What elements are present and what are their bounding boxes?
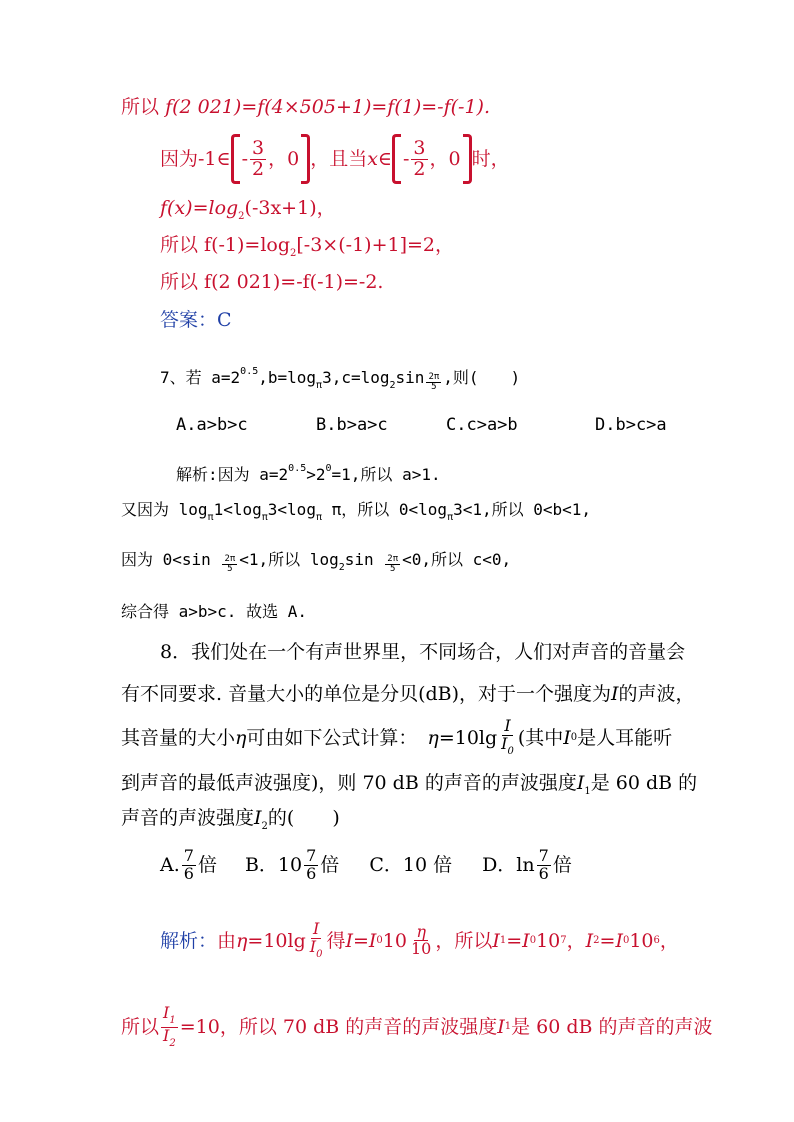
text: A. bbox=[160, 854, 180, 876]
subscript: 1 bbox=[504, 1021, 512, 1032]
subscript: π bbox=[315, 512, 322, 523]
q8-solution-2 bbox=[121, 1003, 713, 1051]
subscript: 2 bbox=[338, 562, 345, 573]
variable: I bbox=[576, 772, 585, 794]
text: ， bbox=[566, 929, 586, 952]
text: sin bbox=[344, 550, 384, 569]
fraction bbox=[250, 136, 266, 180]
math-expression: (-3x+1)， bbox=[244, 197, 336, 219]
frac-num: I bbox=[504, 716, 511, 736]
subscript: 1 bbox=[169, 1015, 176, 1026]
frac-num: 7 bbox=[306, 845, 317, 865]
text: 又因为 log bbox=[121, 500, 208, 519]
frac-den bbox=[161, 1025, 178, 1050]
text: =10lg bbox=[247, 929, 306, 952]
frac-den: 10 bbox=[410, 939, 432, 959]
text: D．ln bbox=[482, 854, 535, 876]
text: 3<1,所以 0<b<1, bbox=[453, 500, 592, 519]
variable: I bbox=[585, 929, 594, 952]
interval-bracket-right bbox=[463, 134, 472, 184]
text: 所以 bbox=[121, 96, 160, 118]
text: 到声音的最低声波强度)，则 70 dB 的声音的声波强度 bbox=[121, 772, 577, 794]
frac-den: 5 bbox=[389, 564, 396, 575]
frac-den: 5 bbox=[431, 382, 437, 393]
superscript: 7 bbox=[560, 934, 567, 946]
text: ，0 bbox=[429, 148, 461, 170]
text: 得 bbox=[326, 929, 346, 952]
variable: I bbox=[254, 807, 262, 829]
frac-num bbox=[161, 1005, 178, 1028]
math-expression: =I bbox=[599, 929, 623, 952]
frac-den: 5 bbox=[227, 564, 233, 575]
q8-paragraph-5 bbox=[121, 806, 340, 839]
math-expression: I=I bbox=[345, 929, 377, 952]
text: ， bbox=[659, 929, 679, 952]
variable: I bbox=[492, 929, 500, 952]
text: I bbox=[501, 734, 508, 754]
q8-paragraph-2 bbox=[121, 682, 695, 706]
q8-paragraph-1: 8．我们处在一个有声世界里，不同场合，人们对声音的音量会 bbox=[160, 641, 686, 663]
q8-solution-1 bbox=[160, 917, 679, 965]
text: 因为-1∈ bbox=[160, 148, 231, 170]
text: 是人耳能听 bbox=[577, 727, 673, 749]
subscript: 0 bbox=[570, 732, 578, 743]
fraction bbox=[222, 555, 237, 575]
text: 是 60 dB 的 bbox=[590, 772, 698, 794]
text: 由 bbox=[217, 929, 237, 952]
frac-num: 7 bbox=[538, 845, 549, 865]
text: 10 bbox=[536, 929, 561, 952]
math-expression: =I bbox=[506, 929, 530, 952]
text: 其音量的大小 bbox=[121, 727, 236, 749]
subscript: 0 bbox=[316, 949, 323, 961]
text: 时， bbox=[471, 148, 510, 170]
q7-option-a: A.a>b>c bbox=[176, 415, 248, 435]
solution-label: 解析： bbox=[160, 930, 218, 952]
fraction bbox=[308, 921, 325, 960]
q8-option-a bbox=[160, 845, 217, 883]
text: =10，所以 70 dB 的声音的声波强度 bbox=[179, 1016, 498, 1038]
frac-den bbox=[499, 736, 516, 758]
frac-num: η bbox=[416, 921, 426, 941]
frac-num: 7 bbox=[183, 845, 194, 865]
text: 倍 bbox=[197, 854, 217, 876]
q7-option-b: B.b>a>c bbox=[316, 415, 388, 435]
fraction bbox=[499, 718, 516, 757]
text: 7、若 a=2 bbox=[160, 368, 241, 387]
math-expression: f(2 021)=f(4×505+1)=f(1)=-f(-1). bbox=[165, 96, 490, 118]
text: I bbox=[309, 937, 317, 957]
answer-line bbox=[160, 308, 232, 332]
subscript: 0 bbox=[507, 746, 514, 758]
interval-bracket-right bbox=[301, 134, 310, 184]
answer-label: 答案： bbox=[160, 309, 218, 331]
text: =10lg bbox=[438, 727, 498, 749]
text: 因为 0<sin bbox=[121, 550, 221, 569]
subscript: π bbox=[261, 512, 268, 523]
text: 有不同要求. 音量大小的单位是分贝(dB)，对于一个强度为 bbox=[121, 683, 612, 705]
subscript: 0 bbox=[376, 934, 383, 946]
q8-paragraph-4 bbox=[121, 771, 697, 804]
interval-bracket-left bbox=[231, 134, 240, 184]
subscript: 2 bbox=[169, 1037, 176, 1049]
solution-line-2 bbox=[160, 137, 510, 181]
variable: x bbox=[367, 148, 378, 170]
q8-option-d bbox=[482, 845, 572, 883]
math-expression: f(x)=log bbox=[160, 197, 239, 219]
variable: I bbox=[497, 1016, 505, 1038]
q7-solution-3 bbox=[121, 548, 511, 580]
solution-line-4 bbox=[160, 233, 454, 266]
text: <1,所以 log bbox=[239, 550, 339, 569]
q7-solution-4: 综合得 a>b>c. 故选 A. bbox=[121, 602, 307, 621]
frac-den: 2 bbox=[252, 157, 265, 180]
solution-line-5 bbox=[160, 270, 383, 294]
variable: I bbox=[611, 683, 619, 705]
frac-num: 3 bbox=[413, 136, 426, 159]
fraction bbox=[411, 136, 427, 180]
interval-bracket-left bbox=[392, 134, 401, 184]
subscript: 1 bbox=[584, 786, 591, 797]
q8-paragraph-3 bbox=[121, 714, 672, 762]
text: 10 bbox=[382, 929, 407, 952]
superscript: 0 bbox=[325, 463, 332, 474]
superscript: 0.5 bbox=[240, 366, 259, 377]
text: 的声波， bbox=[618, 683, 695, 705]
q7-option-d: D.b>c>a bbox=[595, 415, 667, 435]
text: 解析:因为 a=2 bbox=[176, 465, 289, 484]
text: 的( ) bbox=[267, 807, 340, 829]
text: ，所以 bbox=[435, 929, 493, 952]
variable: η bbox=[427, 727, 439, 749]
text: 1<log bbox=[213, 500, 262, 519]
variable: η bbox=[236, 929, 248, 952]
fraction bbox=[426, 373, 441, 393]
fraction bbox=[304, 845, 318, 883]
frac-den: 6 bbox=[306, 863, 317, 883]
frac-num: 3 bbox=[252, 136, 265, 159]
text: 3<log bbox=[267, 500, 316, 519]
q8-option-c: C．10 倍 bbox=[369, 854, 453, 876]
text: 倍 bbox=[552, 854, 572, 876]
minus-sign: - bbox=[241, 148, 248, 170]
text: ，0 bbox=[268, 148, 300, 170]
fraction bbox=[409, 921, 433, 959]
solution-text bbox=[217, 921, 679, 960]
text: 可由如下公式计算： bbox=[246, 727, 418, 749]
subscript: 2 bbox=[261, 821, 268, 832]
fraction bbox=[182, 845, 196, 883]
frac-den bbox=[308, 939, 325, 961]
frac-den: 6 bbox=[538, 863, 549, 883]
text: ,b=log bbox=[258, 368, 317, 387]
text: <0,所以 c<0, bbox=[402, 550, 512, 569]
subscript: 2 bbox=[593, 934, 600, 946]
text: sin bbox=[395, 368, 425, 387]
q8-option-b bbox=[244, 845, 340, 883]
frac-num: I bbox=[312, 919, 320, 939]
text: >2 bbox=[306, 465, 326, 484]
subscript: 0 bbox=[622, 934, 630, 946]
text: 倍 bbox=[320, 854, 340, 876]
frac-num: 2π bbox=[428, 372, 440, 382]
q8-options bbox=[160, 843, 572, 887]
question-7-stem bbox=[160, 360, 520, 398]
text: I bbox=[163, 1025, 170, 1045]
text: ∈ bbox=[377, 148, 392, 170]
text: ,则( ) bbox=[443, 368, 521, 387]
superscript: 0.5 bbox=[288, 463, 307, 474]
subscript: π bbox=[207, 512, 214, 523]
math-expression: [-3×(-1)+1]=2， bbox=[296, 234, 454, 256]
text: π，所以 0<log bbox=[321, 500, 448, 519]
subscript: 1 bbox=[499, 934, 507, 946]
subscript: 2 bbox=[290, 248, 297, 259]
minus-sign: - bbox=[403, 148, 410, 170]
fraction bbox=[161, 1005, 178, 1049]
subscript: 0 bbox=[529, 934, 537, 946]
q7-solution-1 bbox=[176, 457, 441, 487]
text: 10 bbox=[629, 929, 654, 952]
solution-line-1 bbox=[121, 95, 490, 119]
subscript: 2 bbox=[389, 380, 396, 391]
solution-line-3 bbox=[160, 196, 336, 229]
text: 所以 bbox=[121, 1016, 160, 1038]
subscript: 2 bbox=[238, 211, 245, 222]
variable: I bbox=[563, 727, 571, 749]
text: ，且当 bbox=[310, 148, 368, 170]
q7-solution-2 bbox=[121, 498, 591, 530]
math-expression: 所以 f(-1)=log bbox=[160, 234, 291, 256]
variable: η bbox=[235, 727, 247, 749]
frac-num: 2π bbox=[387, 554, 399, 564]
text: 是 60 dB 的声音的声波 bbox=[511, 1016, 713, 1038]
text: B．10 bbox=[244, 854, 303, 876]
fraction bbox=[385, 555, 400, 575]
superscript: 6 bbox=[653, 934, 660, 946]
subscript: π bbox=[447, 512, 454, 523]
text: I bbox=[163, 1003, 170, 1022]
frac-num: 2π bbox=[224, 554, 236, 564]
text: 声音的声波强度 bbox=[121, 807, 255, 829]
fraction bbox=[537, 845, 551, 883]
text: 3,c=log bbox=[322, 368, 390, 387]
answer-value: C bbox=[217, 309, 232, 331]
frac-den: 6 bbox=[183, 863, 194, 883]
text: (其中 bbox=[517, 727, 564, 749]
math-expression: 所以 f(2 021)=-f(-1)=-2. bbox=[160, 271, 384, 293]
text: =1,所以 a>1. bbox=[331, 465, 441, 484]
frac-den: 2 bbox=[413, 157, 426, 180]
subscript: π bbox=[316, 380, 323, 391]
q7-option-c: C.c>a>b bbox=[446, 415, 518, 435]
